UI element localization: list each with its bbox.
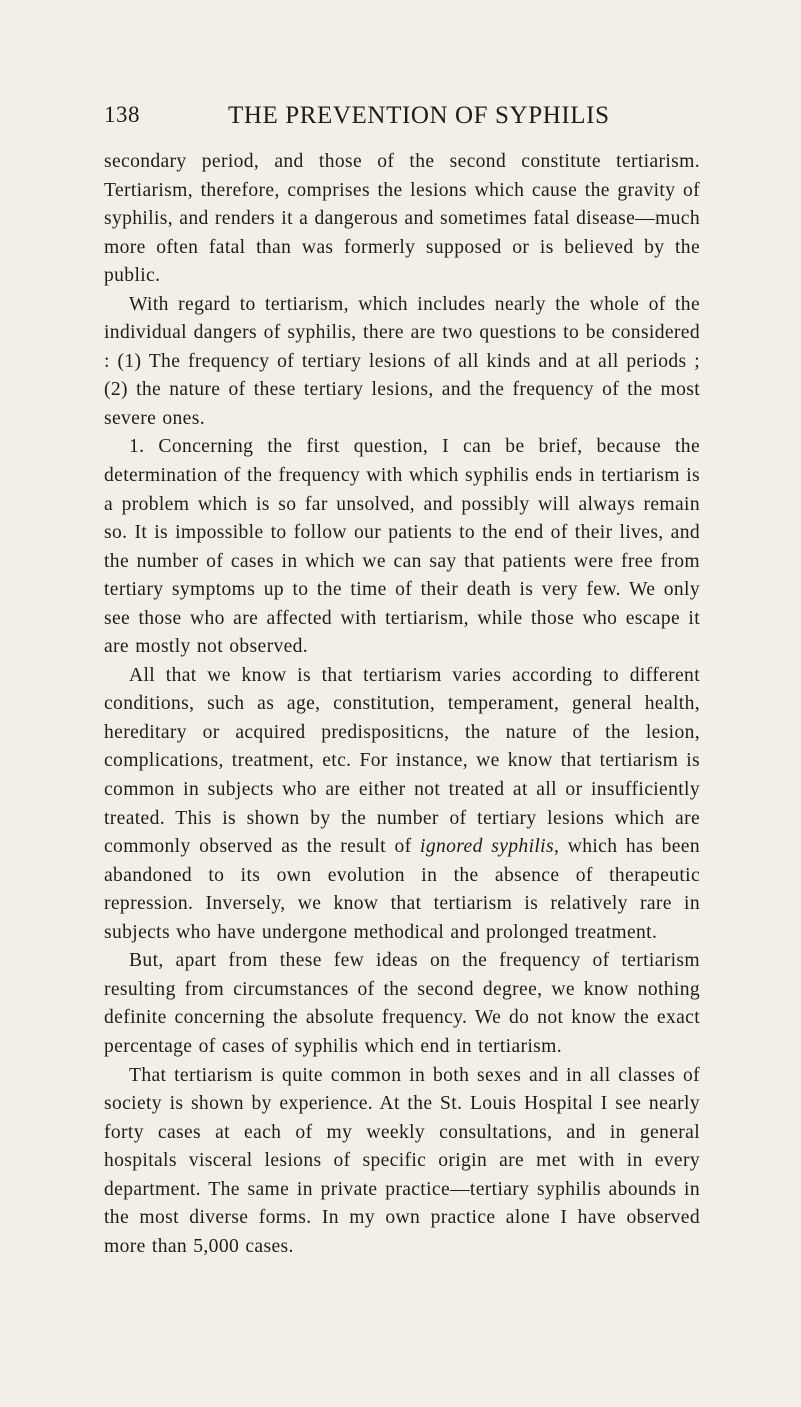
paragraph-absolute-frequency: But, apart from these few ideas on the frequency of tertiarism resulting from circumstances of the second degree, we know nothing definite concerning the absolute frequency. We do not know the exact percentage of cases of syphilis which end in tertiarism. [104,950,700,1057]
paragraph-experience: That tertiarism is quite common in both sexes and in all classes of society is shown by experience. At the St. Louis Hospital I see nearly forty cases at each of my weekly consultations, and in general hospitals visceral lesions of specific origin are met with in every department. The same in private practice—tertiary syphilis abounds in the most diverse forms. In my own practice alone I have observed more than 5,000 cases. [104,1064,700,1257]
running-title: THE PREVENTION OF SYPHILIS [228,102,610,129]
body-text [104,148,700,1261]
paragraph-conditions-after: , which has been abandoned to its own evolution in the absence of therapeutic repression. Inversely, we know that tertiarism is relatively rare in subjects who have undergone methodical and prolonged treatment. [104,836,700,943]
paragraph-continuation: secondary period, and those of the second constitute tertiarism. Tertiarism, therefore, comprises the lesions which cause the gravity of syphilis, and renders it a dangerous and sometimes fatal disease—much more often fatal than was formerly supposed or is believed by the public. [104,151,700,287]
italic-emphasis: ignored syphilis [420,836,554,858]
paragraph-conditions [104,662,700,947]
running-head [104,102,700,142]
paragraph-tertiarism-questions: With regard to tertiarism, which includes nearly the whole of the individual dangers of syphilis, there are two questions to be considered : (1) The frequency of tertiary lesions of all kinds and at all periods ; (2) the nature of these tertiary lesions, and the frequency of the most severe ones. [104,293,700,429]
paragraph-conditions-before: All that we know is that tertiarism varies according to different conditions, such as age, constitution, temperament, general health, hereditary or acquired predispositicns, the nature of the lesion, complications, treatment, etc. For instance, we know that tertiarism is common in subjects who are either not treated at all or insufficiently treated. This is shown by the number of tertiary lesions which are commonly observed as the result of [104,664,700,858]
page-number: 138 [104,102,140,127]
paragraph-first-question: 1. Concerning the first question, I can be brief, because the determination of the frequency with which syphilis ends in tertiarism is a problem which is so far unsolved, and possibly will always remain so. It is impossible to follow our patients to the end of their lives, and the number of cases in which we can say that patients were free from tertiary symptoms up to the time of their death is very few. We only see those who are affected with tertiarism, while those who escape it are mostly not observed. [104,436,700,658]
